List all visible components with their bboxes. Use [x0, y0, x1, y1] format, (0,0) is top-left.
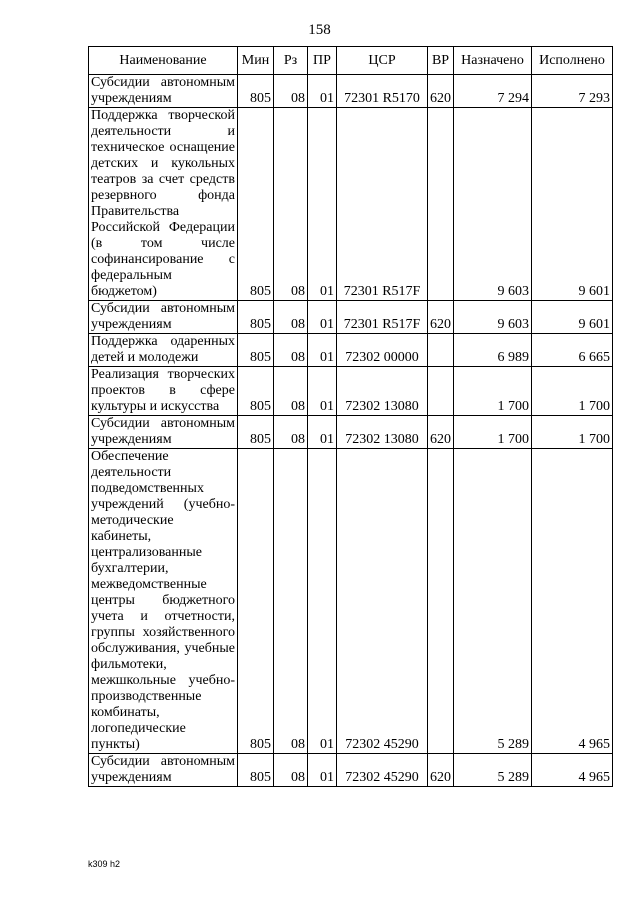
- row-min: 805: [238, 334, 274, 367]
- row-pr: 01: [308, 334, 337, 367]
- row-pr: 01: [308, 108, 337, 301]
- row-rz: 08: [274, 108, 308, 301]
- row-assigned: 6 989: [454, 334, 532, 367]
- row-vr: [428, 108, 454, 301]
- row-executed: 4 965: [532, 449, 613, 754]
- header-name: Наименование: [89, 47, 238, 75]
- header-vr: ВР: [428, 47, 454, 75]
- row-rz: 08: [274, 449, 308, 754]
- row-name: Обеспечение деятельности подведомственных учреждений (учебно-методические кабинеты, централизованные бухгалтерии, межведомственные центры бюджетного учета и отчетности, группы хозяйственного обслуживания, учебные фильмотеки, межшкольные учебно-производственные комбинаты, логопедические пункты): [89, 449, 238, 754]
- table-header-row: [89, 47, 613, 75]
- row-csr: 72302 13080: [337, 367, 428, 416]
- row-assigned: 9 603: [454, 301, 532, 334]
- row-assigned: 1 700: [454, 416, 532, 449]
- header-executed: Исполнено: [532, 47, 613, 75]
- row-pr: 01: [308, 367, 337, 416]
- row-pr: 01: [308, 449, 337, 754]
- row-csr: 72302 45290: [337, 754, 428, 787]
- row-pr: 01: [308, 754, 337, 787]
- row-min: 805: [238, 75, 274, 108]
- row-pr: 01: [308, 416, 337, 449]
- row-min: 805: [238, 754, 274, 787]
- row-csr: 72302 13080: [337, 416, 428, 449]
- row-csr: 72302 45290: [337, 449, 428, 754]
- row-name: Субсидии автономным учреждениям: [89, 301, 238, 334]
- footer-code: k309 h2: [88, 859, 121, 869]
- row-name: Субсидии автономным учреждениям: [89, 416, 238, 449]
- table-row: [89, 108, 613, 301]
- row-vr: 620: [428, 301, 454, 334]
- row-min: 805: [238, 301, 274, 334]
- table-row: [89, 367, 613, 416]
- row-name: Поддержка одаренных детей и молодежи: [89, 334, 238, 367]
- row-executed: 1 700: [532, 416, 613, 449]
- row-rz: 08: [274, 367, 308, 416]
- table-row: [89, 416, 613, 449]
- row-vr: [428, 449, 454, 754]
- row-executed: 4 965: [532, 754, 613, 787]
- table-row: [89, 334, 613, 367]
- row-name: Поддержка творческой деятельности и техническое оснащение детских и кукольных театров за счет средств резервного фонда Правительства Российской Федерации (в том числе софинансирование с федеральным бюджетом): [89, 108, 238, 301]
- row-assigned: 5 289: [454, 449, 532, 754]
- header-csr: ЦСР: [337, 47, 428, 75]
- row-min: 805: [238, 367, 274, 416]
- row-name: Субсидии автономным учреждениям: [89, 754, 238, 787]
- row-csr: 72301 R517F: [337, 108, 428, 301]
- row-csr: 72301 R5170: [337, 75, 428, 108]
- row-min: 805: [238, 416, 274, 449]
- row-name: Субсидии автономным учреждениям: [89, 75, 238, 108]
- row-vr: 620: [428, 754, 454, 787]
- row-name: Реализация творческих проектов в сфере культуры и искусства: [89, 367, 238, 416]
- row-rz: 08: [274, 754, 308, 787]
- table-row: [89, 301, 613, 334]
- table-row: [89, 75, 613, 108]
- header-rz: Рз: [274, 47, 308, 75]
- budget-table: [88, 46, 613, 787]
- row-vr: 620: [428, 416, 454, 449]
- table-row: [89, 754, 613, 787]
- row-vr: [428, 334, 454, 367]
- row-pr: 01: [308, 75, 337, 108]
- table-row: [89, 449, 613, 754]
- row-assigned: 5 289: [454, 754, 532, 787]
- row-executed: 9 601: [532, 301, 613, 334]
- row-rz: 08: [274, 334, 308, 367]
- header-pr: ПР: [308, 47, 337, 75]
- row-csr: 72302 00000: [337, 334, 428, 367]
- page-number: 158: [308, 22, 331, 38]
- row-assigned: 9 603: [454, 108, 532, 301]
- row-rz: 08: [274, 416, 308, 449]
- header-assigned: Назначено: [454, 47, 532, 75]
- row-rz: 08: [274, 301, 308, 334]
- row-executed: 6 665: [532, 334, 613, 367]
- row-pr: 01: [308, 301, 337, 334]
- row-executed: 1 700: [532, 367, 613, 416]
- row-min: 805: [238, 108, 274, 301]
- row-min: 805: [238, 449, 274, 754]
- row-assigned: 1 700: [454, 367, 532, 416]
- row-vr: 620: [428, 75, 454, 108]
- header-min: Мин: [238, 47, 274, 75]
- row-csr: 72301 R517F: [337, 301, 428, 334]
- row-assigned: 7 294: [454, 75, 532, 108]
- row-executed: 7 293: [532, 75, 613, 108]
- row-rz: 08: [274, 75, 308, 108]
- row-vr: [428, 367, 454, 416]
- row-executed: 9 601: [532, 108, 613, 301]
